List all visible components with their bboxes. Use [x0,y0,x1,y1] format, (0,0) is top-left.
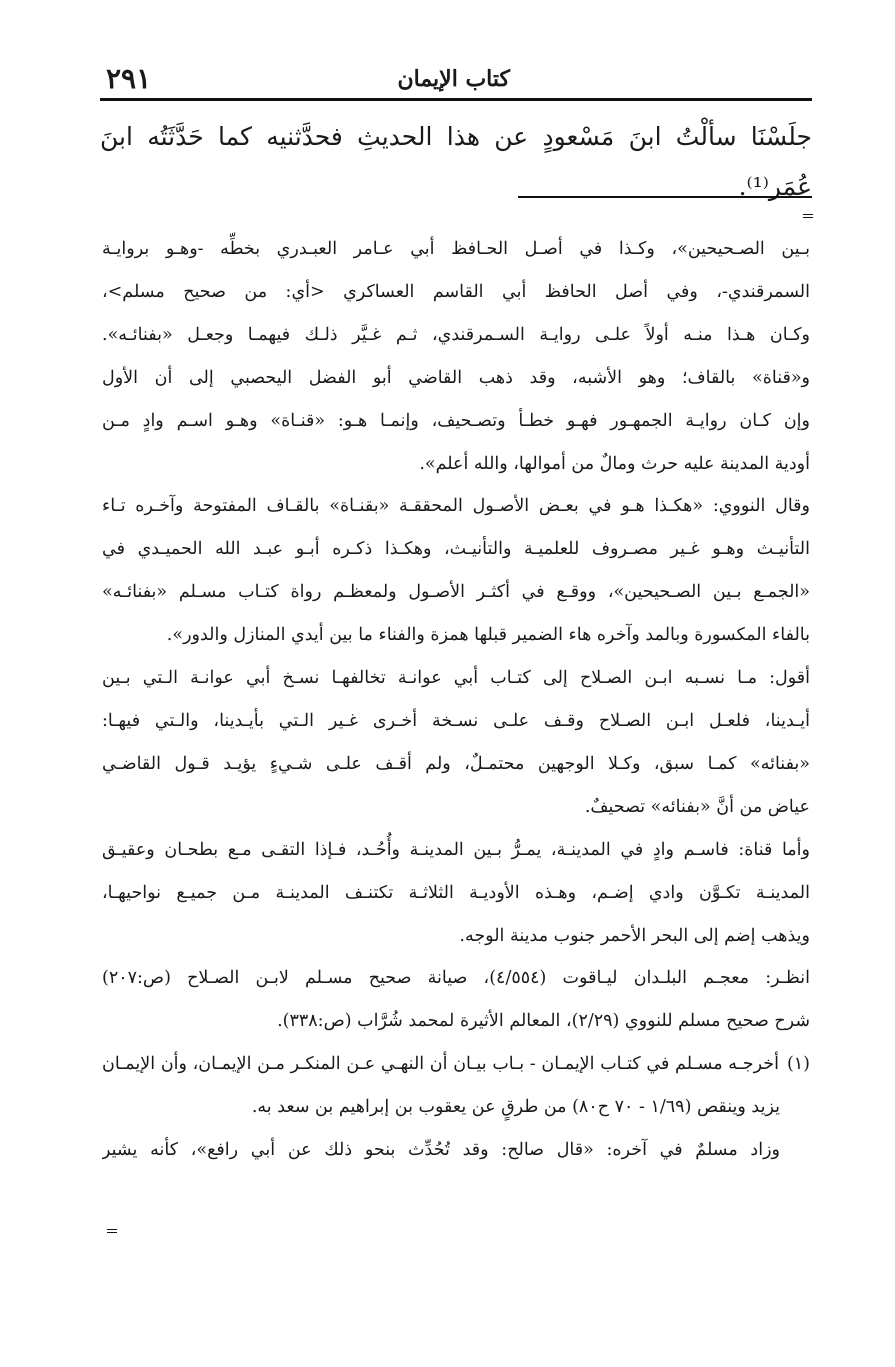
note-line: «الجمـع بـين الصـحيحين»، ووقـع في أكثـر الأصـول ولمعظـم رواة كتـاب مسـلم «بفنائـه» [102,582,810,603]
footnote-separator [518,196,812,198]
footnote-line: وزاد مسلمٌ في آخره: «قال صالح: وقد تُحُدِّث بنحو ذلك عن أبي رافع»، كأنه يشير [102,1140,780,1161]
note-line: عياض من أنَّ «بفنائه» تصحيفٌ. [584,796,810,817]
page-number: ٢٩١ [106,62,152,95]
note-line: ويذهب إضم إلى البحر الأحمر جنوب مدينة الوجه. [459,925,810,946]
note-line: وأما قناة: فاسـم وادٍ في المدينـة، يمـرُّ بـين المدينـة وأُحُـد، فـإذا التقـى مـع بطحـان وعقيـق [102,839,810,860]
note-line: وقال النووي: «هكـذا هـو في بعـض الأصـول المحققـة «بقنـاة» بالقـاف المفتوحة وآخـره تـاء [102,496,810,517]
note-line: انظـر: معجـم البلـدان ليـاقوت (٤/٥٥٤)، صيانة صحيح مسـلم لابـن الصـلاح (ص:٢٠٧) [102,968,810,989]
note-line: بـين الصـحيحين»، وكـذا في أصـل الحـافظ أبي عـامر العبـدري بخطِّه -وهـو بروايـة [102,239,810,259]
main-text: جلَسْنَا سألْتُ ابنَ مَسْعودٍ عن هذا الحديثِ فحدَّثنيه كما حَدَّثَتُه ابنَ عُمَر⁽¹⁾. [100,122,812,201]
note-line: شرح صحيح مسلم للنووي (٢/٢٩)، المعالم الأثيرة لمحمد شُرَّاب (ص:٣٣٨). [277,1011,810,1032]
note-line: «بفنائه» كمـا سبق، وكـلا الوجهين محتمـلٌ، ولم أقـف علـى شـيءٍ يؤيـد قـول القاضـي [102,753,810,774]
continuation-mark-top [803,214,813,218]
footnotes-block [102,228,810,1172]
note-line: وكـان هـذا منـه أولاً علـى روايـة السـمرقندي، ثـم غـيَّر ذلـك فيهمـا وجعـل «بفنائـه». [102,324,810,345]
note-line: و«قناة» بالقاف؛ وهو الأشبه، وقد ذهب القاضي أبو الفضل اليحصبي إلى أن الأول [102,367,810,388]
running-head [100,62,810,96]
note-line: التأنيـث وهـو غـير مصـروف للعلميـة والتأنيـث، وهكـذا ذكـره أبـو عبـد الله الحميـدي في [102,539,810,560]
chapter-title: كتاب الإيمان [397,66,510,92]
footnote-number: (١) [786,1054,810,1075]
note-line: المدينـة تكـوَّن وادي إضـم، وهـذه الأوديـة الثلاثـة تكتنـف المدينـة مـن جميـع نواحيهـا، [102,882,810,903]
continuation-mark-bottom [107,1229,117,1233]
note-line: السمرقندي-، وفي أصل الحافظ أبي القاسم العساكري <أي: من صحيح مسلم>، [102,281,810,302]
footnote-line: يزيد وينقص (١/٦٩ - ٧٠ ح٨٠) من طرقٍ عن يعقوب بن إبراهيم بن سعد به. [251,1097,780,1118]
footnote-1 [102,1043,810,1086]
note-line: وإن كـان روايـة الجمهـور فهـو خطـأ وتصـحيف، وإنمـا هـو: «قنـاة» وهـو اسـم وادٍ مـن [102,410,810,431]
note-line: أودية المدينة عليه حرث ومالٌ من أموالها، والله أعلم». [419,453,810,474]
footnote-line: أخرجـه مسـلم في كتـاب الإيمـان - بـاب بيـان أن النهـي عـن المنكـر مـن الإيمـان، وأن الإيمـان [102,1054,779,1075]
header-rule [100,98,812,101]
note-line: أقول: مـا نسـبه ابـن الصـلاح إلى كتـاب أبي عوانـة تخالفهـا نسـخ أبي عوانـة الـتي بـين [102,668,810,689]
note-line: أيـدينا، فلعـل ابـن الصـلاح وقـف علـى نسـخة أخـرى غـير الـتي بأيـدينا، والـتي فيهـا: [102,710,810,731]
note-line: بالفاء المكسورة وبالمد وآخره هاء الضمير قبلها همزة والفناء ما بين أيدي المنازل والدور». [166,625,810,646]
